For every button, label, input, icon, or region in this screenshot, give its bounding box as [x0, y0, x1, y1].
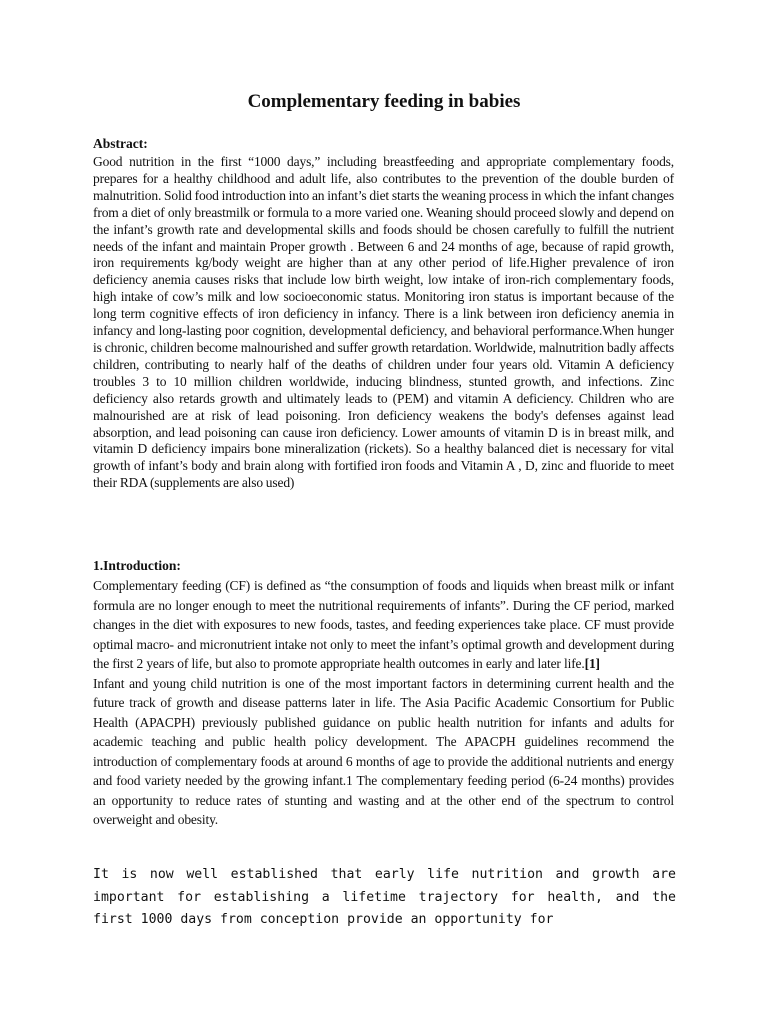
monospace-paragraph: It is now well established that early life nutrition and growth are important for establishing a lifetime trajectory for health, and the first 1000 days from conception provide an opportunity for — [93, 867, 676, 927]
introduction-heading: 1.Introduction: — [93, 558, 181, 573]
citation-reference: [1] — [584, 656, 600, 671]
abstract-heading: Abstract: — [93, 136, 148, 151]
introduction-paragraph-1 — [93, 576, 674, 674]
document-title: Complementary feeding in babies — [247, 91, 521, 112]
introduction-paragraph-1-text: Complementary feeding (CF) is defined as “the consumption of foods and liquids when breast milk or infant formula are no longer enough to meet the nutritional requirements of infants”. During the CF period, marked changes in the diet with exposures to new foods, tastes, and feeding experiences take place. CF must provide optimal macro- and micronutrient intake not only to meet the infant’s optimal growth and development during the first 2 years of life, but also to promote appropriate health outcomes in early and later life. — [93, 578, 674, 671]
introduction-paragraph-2: Infant and young child nutrition is one of the most important factors in determining current health and the future track of growth and disease patterns later in life. The Asia Pacific Academic Consortium for Public Health (APACPH) previously published guidance on public health nutrition for infants and adults for academic teaching and public health policy development. The APACPH guidelines recommend the introduction of complementary foods at around 6 months of age to provide the additional nutrients and energy and food variety needed by the growing infant.1 The complementary feeding period (6-24 months) provides an opportunity to reduce rates of stunting and wasting and at the other end of the spectrum to control overweight and obesity. — [93, 675, 674, 827]
abstract-text: Good nutrition in the first “1000 days,” including breastfeeding and appropriate complementary foods, prepares for a healthy childhood and adult life, also contributes to the prevention of the double burden of malnutrition. Solid food introduction into an infant’s diet starts the weaning process in which the infant changes from a diet of only breastmilk or formula to a more varied one. Weaning should proceed slowly and depend on the infant’s growth rate and developmental skills and foods should be chosen carefully to fulfill the nutrient needs of the infant and maintain Proper growth . Between 6 and 24 months of age, because of rapid growth, iron requirements kg/body weight are higher than at any other period of life.Higher prevalence of iron deficiency anemia causes risks that include low birth weight, low intake of iron-rich complementary foods, high intake of cow’s milk and low socioeconomic status. Monitoring iron status is important because of the long term cognitive effects of iron deficiency in infancy. There is a link between iron deficiency anemia in infancy and long-lasting poor cognition, developmental deficiency, and behavioral performance.When hunger is chronic, children become malnourished and suffer growth retardation. Worldwide, malnutrition badly affects children, contributing to nearly half of the deaths of children under four years old. Vitamin A deficiency troubles 3 to 10 million children worldwide, inducing blindness, stunted growth, and infections. Zinc deficiency also retards growth and ultimately leads to (PEM) and vitamin A deficiency. Children who are malnourished are at risk of lead poisoning. Iron deficiency weakens the body's defenses against lead absorption, and lead poisoning can cause iron deficiency. Lower amounts of vitamin D is in breast milk, and vitamin D deficiency impairs bone mineralization (rickets). So a healthy balanced diet is necessary for vital growth of infant’s body and brain along with fortified iron foods and Vitamin A , D, zinc and fluoride to meet their RDA (supplements are also used) — [93, 154, 674, 491]
introduction-body — [93, 576, 674, 830]
